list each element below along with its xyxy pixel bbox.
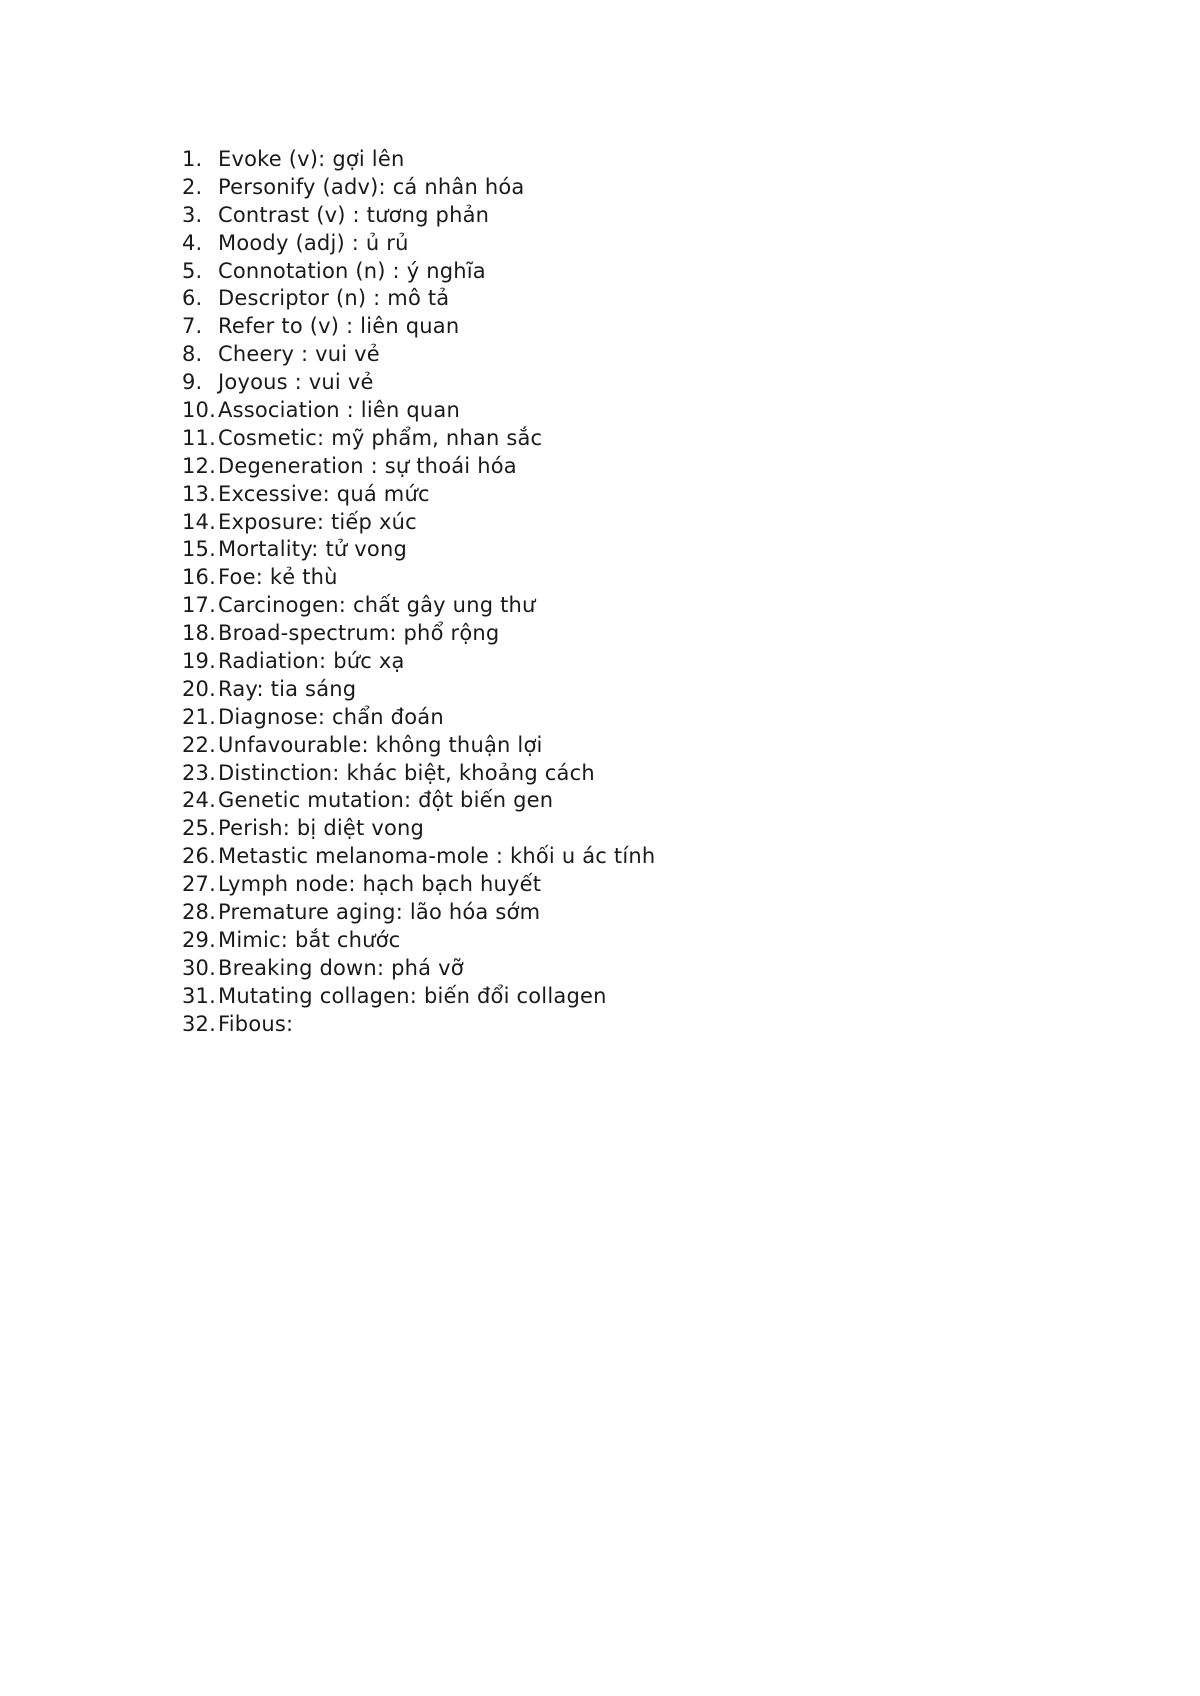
item-text: Fibous: (218, 1011, 294, 1036)
item-text: Excessive: quá mức (218, 481, 430, 506)
list-item (182, 536, 655, 564)
item-number: 7. (182, 314, 203, 339)
list-item (182, 174, 655, 202)
item-number: 13. (182, 481, 216, 506)
list-item (182, 760, 655, 788)
item-text: Metastic melanoma-mole : khối u ác tính (218, 844, 656, 869)
list-item (182, 425, 655, 453)
list-item (182, 1011, 655, 1039)
item-text: Exposure: tiếp xúc (218, 509, 417, 534)
list-item (182, 815, 655, 843)
item-text: Foe: kẻ thù (218, 565, 338, 590)
list-item (182, 453, 655, 481)
item-number: 22. (182, 732, 216, 757)
item-text: Cosmetic: mỹ phẩm, nhan sắc (218, 425, 543, 450)
list-item (182, 397, 655, 425)
list-item (182, 369, 655, 397)
item-text: Descriptor (n) : mô tả (218, 286, 450, 311)
item-text: Evoke (v): gợi lên (218, 147, 405, 171)
item-number: 28. (182, 900, 216, 925)
item-number: 25. (182, 816, 216, 841)
item-number: 10. (182, 398, 216, 423)
list-item (182, 843, 655, 871)
item-text: Mortality: tử vong (218, 537, 407, 562)
item-text: Ray: tia sáng (218, 676, 357, 701)
list-item (182, 648, 655, 676)
item-number: 18. (182, 621, 216, 646)
item-text: Association : liên quan (218, 398, 460, 423)
item-text: Perish: bị diệt vong (218, 816, 425, 841)
list-item (182, 230, 655, 258)
item-text: Connotation (n) : ý nghĩa (218, 258, 486, 283)
item-number: 19. (182, 649, 216, 674)
item-number: 14. (182, 509, 216, 534)
item-text: Diagnose: chẩn đoán (218, 704, 444, 729)
list-item (182, 787, 655, 815)
item-number: 26. (182, 844, 216, 869)
item-text: Breaking down: phá vỡ (218, 955, 464, 980)
item-text: Mutating collagen: biến đổi collagen (218, 983, 607, 1008)
list-item (182, 313, 655, 341)
list-item (182, 871, 655, 899)
item-text: Radiation: bức xạ (218, 649, 405, 674)
item-text: Distinction: khác biệt, khoảng cách (218, 760, 595, 785)
item-number: 17. (182, 593, 216, 618)
list-item (182, 146, 655, 174)
item-number: 11. (182, 425, 216, 450)
item-text: Cheery : vui vẻ (218, 342, 380, 367)
item-text: Refer to (v) : liên quan (218, 314, 460, 339)
item-number: 30. (182, 955, 216, 980)
item-number: 31. (182, 983, 216, 1008)
list-item (182, 983, 655, 1011)
list-item (182, 509, 655, 537)
item-text: Unfavourable: không thuận lợi (218, 732, 543, 757)
item-number: 3. (182, 202, 203, 227)
list-item (182, 285, 655, 313)
item-text: Personify (adv): cá nhân hóa (218, 174, 525, 199)
item-number: 23. (182, 760, 216, 785)
list-item (182, 927, 655, 955)
item-number: 5. (182, 258, 203, 283)
list-item (182, 620, 655, 648)
item-number: 16. (182, 565, 216, 590)
item-text: Mimic: bắt chước (218, 927, 401, 952)
list-item (182, 258, 655, 286)
list-item (182, 481, 655, 509)
item-text: Degeneration : sự thoái hóa (218, 453, 517, 478)
list-item (182, 202, 655, 230)
item-text: Genetic mutation: đột biến gen (218, 788, 554, 813)
list-item (182, 732, 655, 760)
list-item (182, 955, 655, 983)
item-number: 20. (182, 676, 216, 701)
item-text: Contrast (v) : tương phản (218, 202, 490, 227)
item-number: 1. (182, 147, 203, 171)
item-number: 15. (182, 537, 216, 562)
list-item (182, 564, 655, 592)
item-number: 12. (182, 453, 216, 478)
item-number: 9. (182, 370, 203, 395)
item-number: 32. (182, 1011, 216, 1036)
item-text: Carcinogen: chất gây ung thư (218, 593, 536, 618)
list-item (182, 676, 655, 704)
item-number: 4. (182, 230, 203, 255)
list-item (182, 704, 655, 732)
item-text: Broad-spectrum: phổ rộng (218, 621, 500, 646)
item-text: Lymph node: hạch bạch huyết (218, 872, 542, 897)
item-number: 24. (182, 788, 216, 813)
list-item (182, 899, 655, 927)
item-number: 8. (182, 342, 203, 367)
vocabulary-list (182, 146, 655, 1039)
item-number: 6. (182, 286, 203, 311)
item-text: Premature aging: lão hóa sớm (218, 900, 541, 925)
list-item (182, 592, 655, 620)
item-text: Moody (adj) : ủ rủ (218, 230, 409, 255)
item-number: 2. (182, 174, 203, 199)
item-number: 21. (182, 704, 216, 729)
item-number: 27. (182, 872, 216, 897)
item-number: 29. (182, 927, 216, 952)
list-item (182, 341, 655, 369)
item-text: Joyous : vui vẻ (218, 370, 374, 395)
